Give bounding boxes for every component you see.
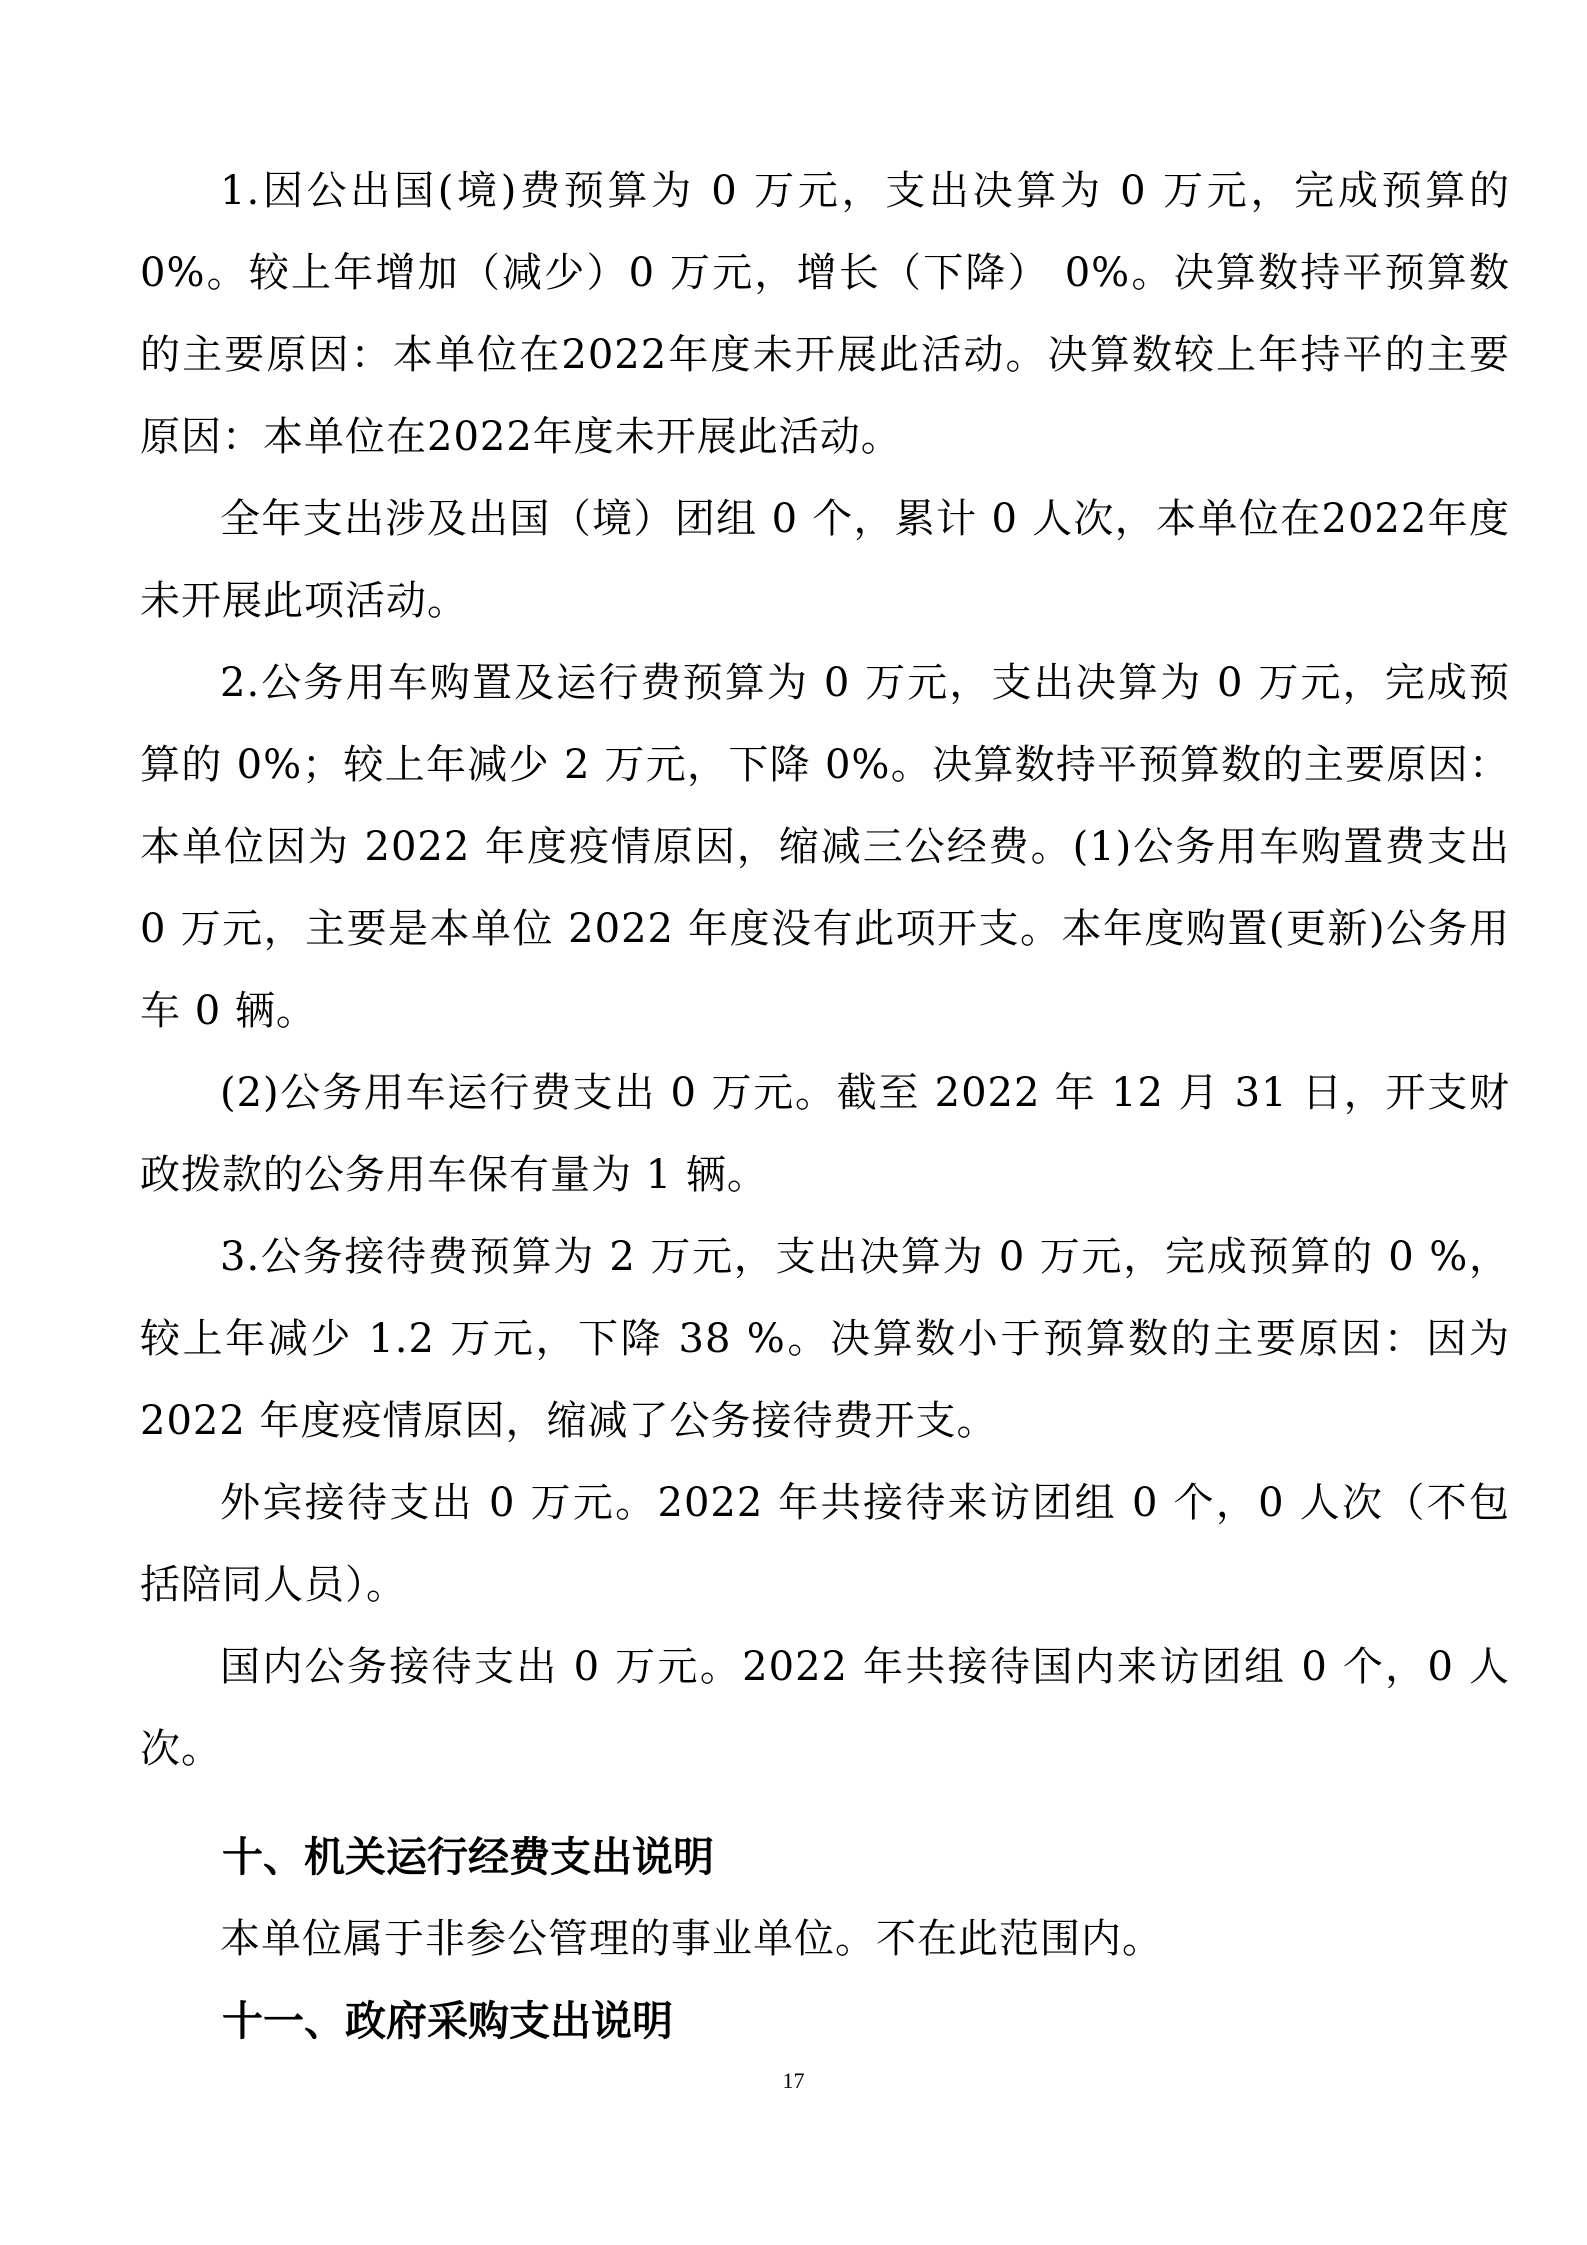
paragraph-reception-expense: 3.公务接待费预算为 2 万元，支出决算为 0 万元，完成预算的 0 %，较上年减少 1.2 万元，下降 38 %。决算数小于预算数的主要原因：因为2022 年度疫情原因，缩减了公务接待费开支。 xyxy=(140,1234,1510,1444)
paragraph-domestic-reception: 国内公务接待支出 0 万元。2022 年共接待国内来访团组 0 个，0 人次。 xyxy=(140,1644,1510,1772)
page-number: 17 xyxy=(782,2068,805,2093)
section-heading-10: 十、机关运行经费支出说明 xyxy=(222,1833,714,1881)
paragraph-overseas-expense: 1.因公出国(境)费预算为 0 万元，支出决算为 0 万元，完成预算的0%。较上年增加（减少）0 万元，增长（下降） 0%。决算数持平预算数的主要原因：本单位在2022年度未开展此活动。决算数较上年持平的主要原因：本单位在2022年度未开展此活动。 xyxy=(140,168,1510,460)
paragraph-vehicle-expense: 2.公务用车购置及运行费预算为 0 万元，支出决算为 0 万元，完成预算的 0%；较上年减少 2 万元，下降 0%。决算数持平预算数的主要原因：本单位因为 2022 年度疫情原因，缩减三公经费。(1)公务用车购置费支出 0 万元，主要是本单位 2022 年度没有此项开支。本年度购置(更新)公务用车 0 辆。 xyxy=(140,660,1510,1034)
document-body xyxy=(140,150,1510,2062)
paragraph-vehicle-operation: (2)公务用车运行费支出 0 万元。截至 2022 年 12 月 31 日，开支财政拨款的公务用车保有量为 1 辆。 xyxy=(140,1070,1510,1198)
section-heading-11: 十一、政府采购支出说明 xyxy=(222,1997,673,2045)
section-spacer xyxy=(140,1790,1510,1816)
paragraph-overseas-groups: 全年支出涉及出国（境）团组 0 个，累计 0 人次，本单位在2022年度未开展此项活动。 xyxy=(140,496,1510,624)
section-body-10: 本单位属于非参公管理的事业单位。不在此范围内。 xyxy=(220,1916,1163,1962)
paragraph-foreign-reception: 外宾接待支出 0 万元。2022 年共接待来访团组 0 个，0 人次（不包括陪同人员）。 xyxy=(140,1480,1510,1608)
